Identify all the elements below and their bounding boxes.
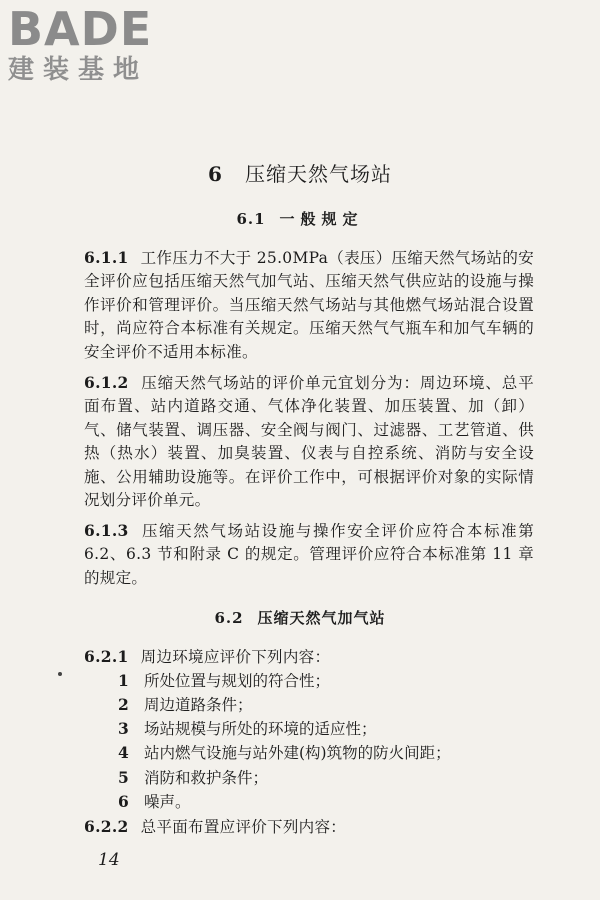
list-item <box>118 717 377 741</box>
clause-number: 6.1.3 <box>84 521 129 540</box>
section-title-text: 压缩天然气加气站 <box>257 609 386 627</box>
clause-6-1-2 <box>84 371 534 512</box>
item-number: 4 <box>118 743 129 762</box>
item-text: 所处位置与规划的符合性； <box>144 672 331 690</box>
section-number: 6.1 <box>236 210 266 228</box>
item-text: 周边道路条件； <box>144 696 253 714</box>
section-number: 6.2 <box>214 609 244 627</box>
clause-6-1-3 <box>84 519 534 590</box>
chapter-number: 6 <box>208 162 223 186</box>
item-number: 6 <box>118 792 129 811</box>
section-title-text: 一般规定 <box>279 210 364 228</box>
item-text: 站内燃气设施与站外建(构)筑物的防火间距； <box>144 744 451 762</box>
list-item <box>118 693 253 717</box>
clause-text: 总平面布置应评价下列内容： <box>140 818 347 836</box>
item-number: 5 <box>118 768 129 787</box>
section-title-6-2 <box>0 607 600 628</box>
list-item <box>118 766 268 790</box>
clause-6-1-1 <box>84 246 534 364</box>
page-number: 14 <box>98 850 120 870</box>
clause-text: 压缩天然气场站设施与操作安全评价应符合本标准第 6.2、6.3 节和附录 C 的规定。管理评价应符合本标准第 11 章的规定。 <box>84 522 534 587</box>
item-number: 1 <box>118 671 129 690</box>
clause-6-2-1 <box>84 645 534 669</box>
clause-number: 6.2.2 <box>84 817 129 836</box>
item-text: 噪声。 <box>144 793 191 811</box>
list-item <box>118 790 191 814</box>
chapter-title-text: 压缩天然气场站 <box>244 162 392 186</box>
item-number: 3 <box>118 719 129 738</box>
bade-logo <box>8 4 183 86</box>
item-number: 2 <box>118 695 129 714</box>
scan-speck <box>58 672 62 676</box>
item-text: 场站规模与所处的环境的适应性； <box>144 720 377 738</box>
clause-6-2-2 <box>84 815 534 839</box>
list-item <box>118 741 451 765</box>
chapter-title <box>0 158 600 187</box>
clause-number: 6.1.2 <box>84 373 129 392</box>
clause-text: 压缩天然气场站的评价单元宜划分为：周边环境、总平面布置、站内道路交通、气体净化装置、加压装置、加（卸）气、储气装置、调压器、安全阀与阀门、过滤器、工艺管道、供热（热水）装置、加臭装置、仪表与自控系统、消防与安全设施、公用辅助设施等。在评价工作中，可根据评价对象的实际情况划分评价单元。 <box>84 374 534 510</box>
clause-text: 周边环境应评价下列内容： <box>140 648 331 666</box>
clause-number: 6.2.1 <box>84 647 129 666</box>
clause-text: 工作压力不大于 25.0MPa（表压）压缩天然气场站的安全评价应包括压缩天然气加气站、压缩天然气供应站的设施与操作评价和管理评价。当压缩天然气场站与其他燃气场站混合设置时，尚应符合本标准有关规定。压缩天然气气瓶车和加气车辆的安全评价不适用本标准。 <box>84 249 534 361</box>
logo-wordmark: BADE <box>8 2 153 56</box>
clause-number: 6.1.1 <box>84 248 129 267</box>
list-item <box>118 669 330 693</box>
logo-subtitle: 建装基地 <box>8 55 149 85</box>
item-text: 消防和救护条件； <box>144 769 269 787</box>
section-title-6-1 <box>0 208 600 229</box>
